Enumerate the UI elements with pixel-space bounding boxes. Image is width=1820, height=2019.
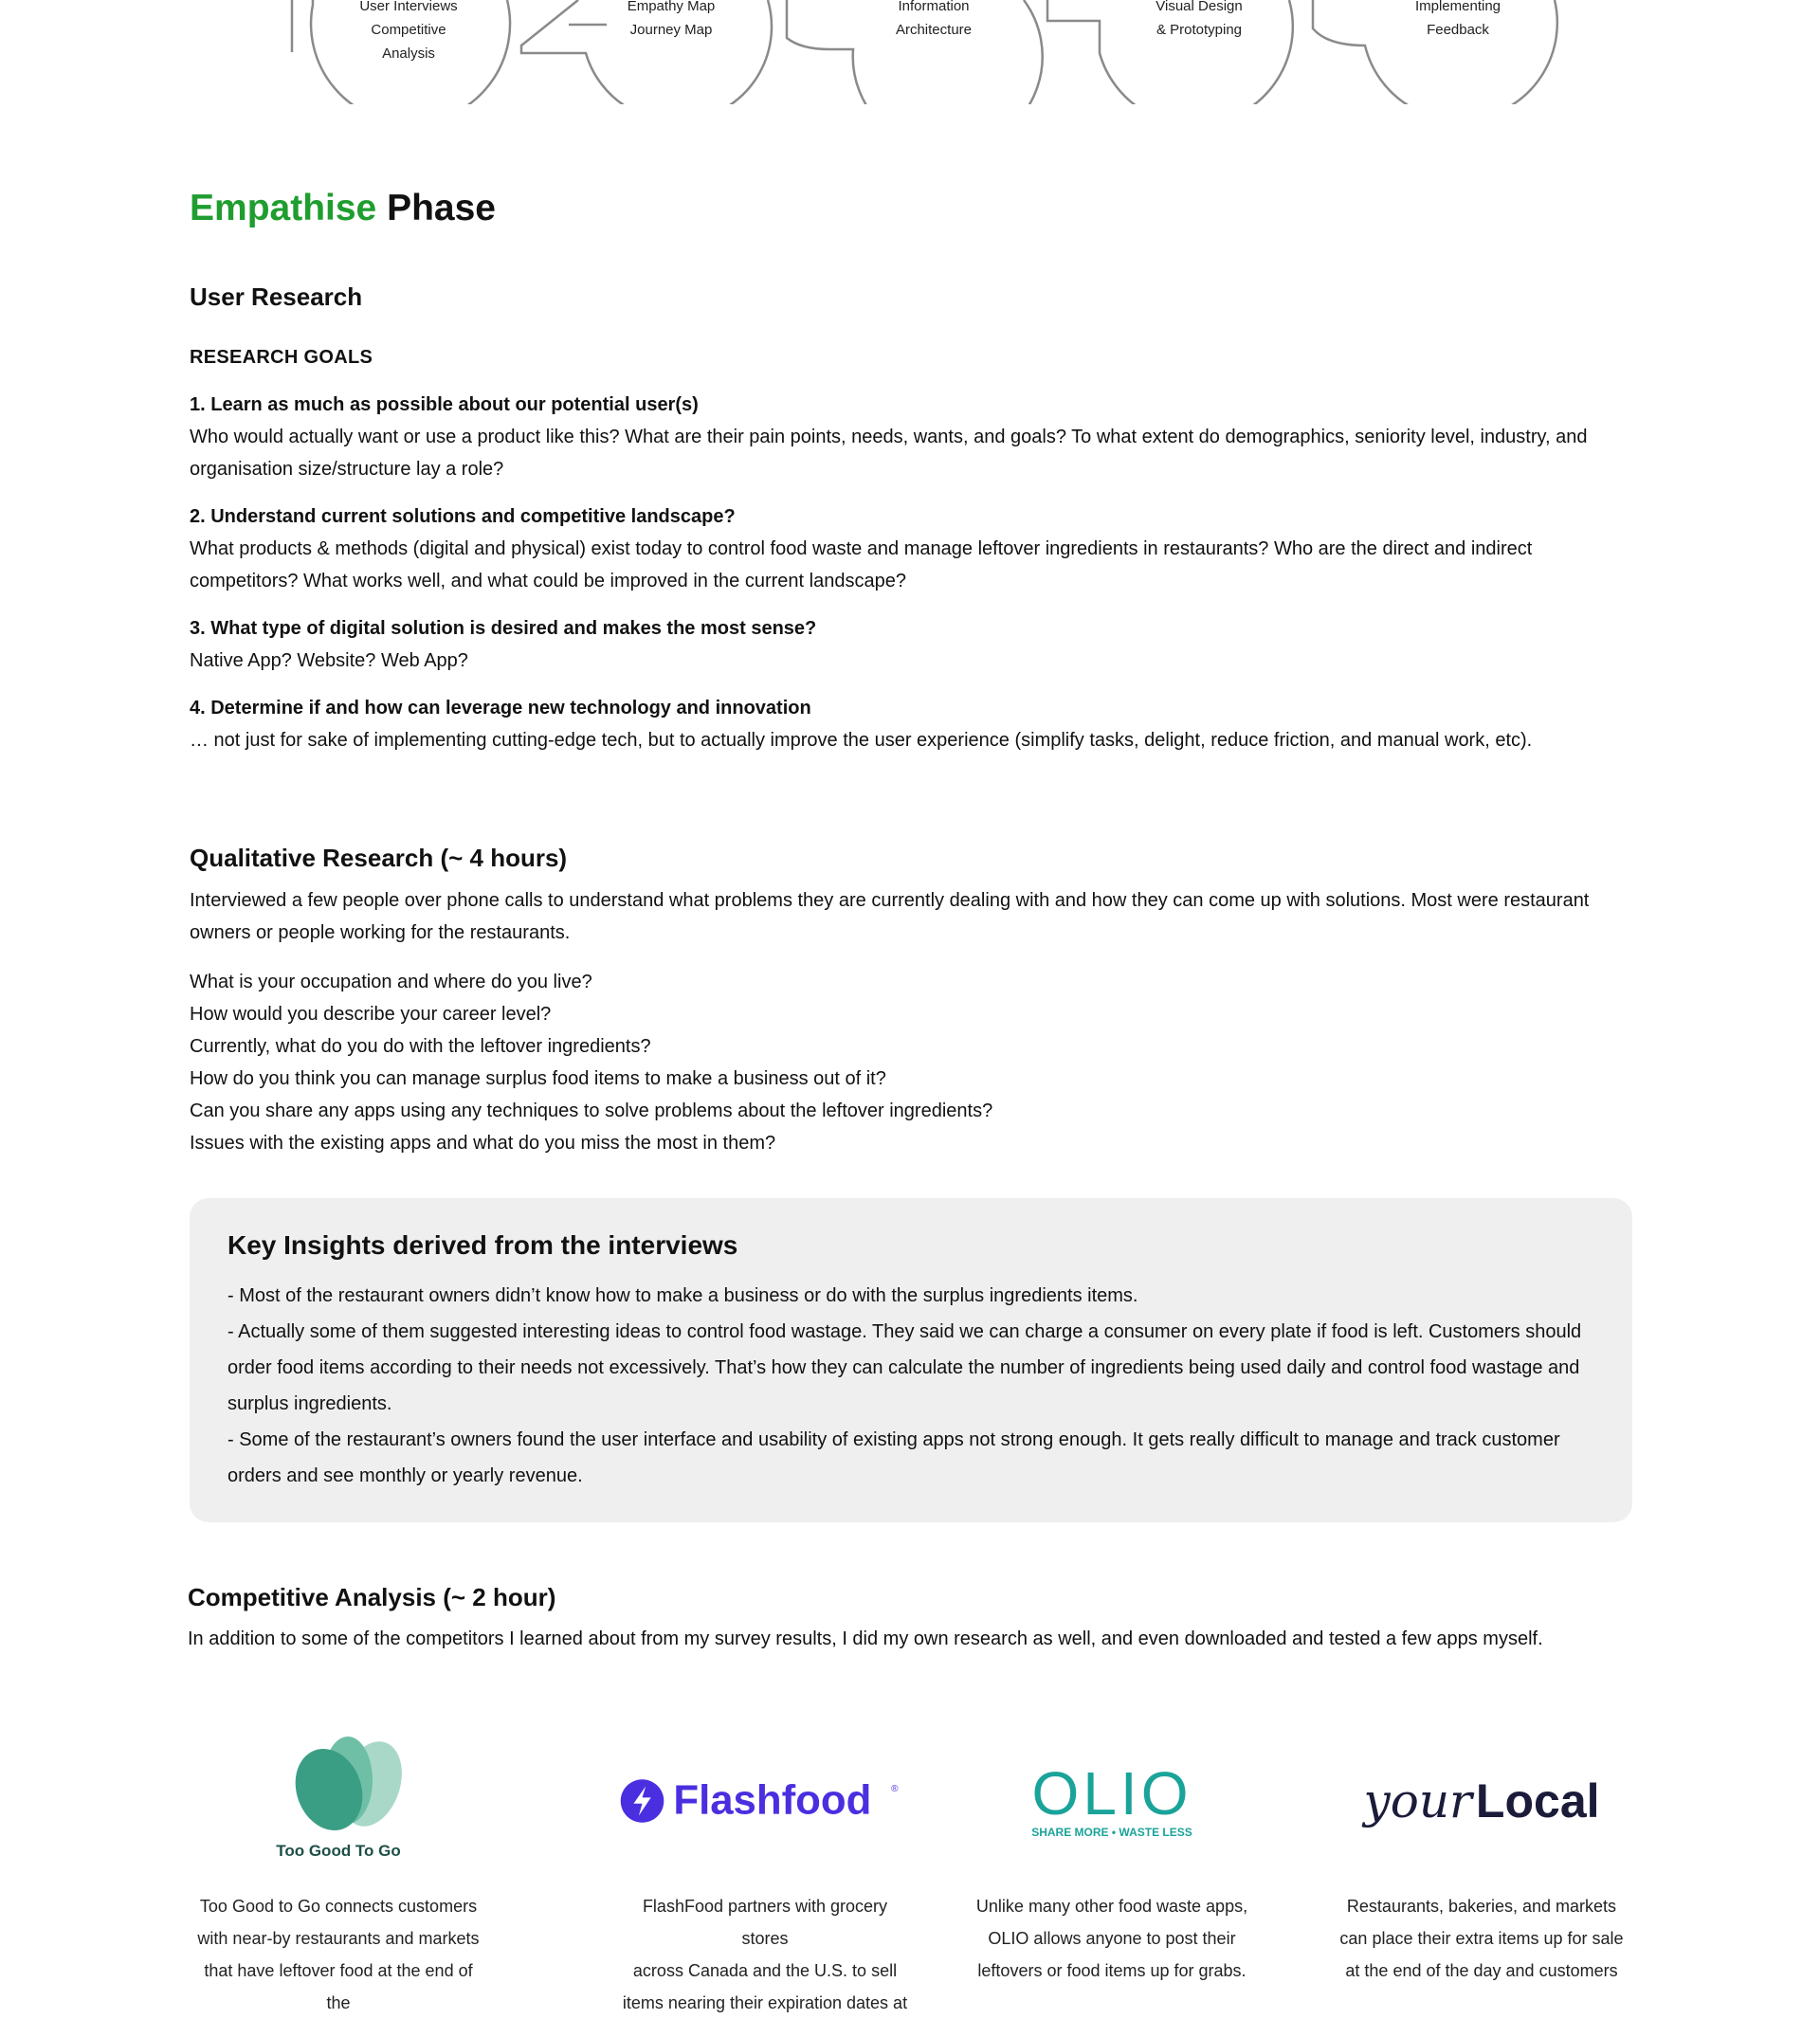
step-4-label: Visual Design & Prototyping — [1156, 0, 1243, 38]
list-item: How would you describe your career level? — [190, 1004, 552, 1025]
goal-3 — [190, 612, 1611, 677]
insight-item: - Actually some of them suggested interesting ideas to control food wastage. They said we can charge a consumer on every plate if food is left. Customers should order food items according to their needs not excessively. That’s how they can calculate the number of ingredients being used daily and control food wastage and surplus ingredients. — [228, 1321, 1582, 1414]
olio-wordmark: OLIO — [1031, 1759, 1192, 1828]
competitor-description: FlashFood partners with grocery stores across Canada and the U.S. to sell items nearing their expiration dates at — [622, 1897, 908, 2012]
list-item: How do you think you can manage surplus food items to make a business out of it? — [190, 1068, 886, 1089]
tgtg-wordmark: Too Good To Go — [276, 1842, 401, 1860]
yourlocal-bold: Local — [1475, 1774, 1600, 1828]
insights-heading: Key Insights derived from the interviews — [228, 1230, 738, 1260]
goal-1 — [190, 389, 1611, 485]
goal-text: Who would actually want or use a product like this? What are their pain points, needs, wants, and goals? To what extent do demographics, seniority level, industry, and organisation size/structure lay a role? — [190, 427, 1588, 480]
competitor-description: Restaurants, bakeries, and markets can place their extra items up for sale at the end of the day and customers — [1339, 1897, 1624, 1980]
competitor-tgtg — [191, 1735, 485, 2019]
svg-text:®: ® — [891, 1783, 899, 1794]
goal-title: 2. Understand current solutions and competitive landscape? — [190, 506, 736, 527]
olio-logo — [965, 1735, 1259, 1867]
goal-2 — [190, 500, 1611, 597]
yourlocal-script: your — [1363, 1773, 1472, 1828]
flashfood-logo — [618, 1735, 912, 1867]
list-item: What is your occupation and where do you live? — [190, 972, 592, 992]
title-accent: Empathise — [190, 188, 377, 228]
yourlocal-logo — [1335, 1735, 1629, 1867]
flashfood-wordmark: Flashfood — [673, 1776, 872, 1824]
goal-4 — [190, 692, 1611, 756]
competitor-description: Too Good to Go connects customers with near-by restaurants and markets that have leftover food at the end of the — [197, 1897, 480, 2012]
olio-tagline: SHARE MORE • WASTE LESS — [1031, 1826, 1192, 1839]
qualitative-intro: Interviewed a few people over phone calls to understand what problems they are currently dealing with and how they can come up with solutions. Most were restaurant owners or people working for the restaurants. — [190, 890, 1590, 943]
interview-questions — [190, 966, 992, 1159]
flashfood-bolt-icon — [618, 1768, 912, 1834]
tgtg-leaf-icon — [234, 1735, 443, 1867]
page-title — [190, 188, 496, 229]
competitive-intro: In addition to some of the competitors I learned about from my survey results, I did my own research as well, and even downloaded and tested a few apps myself. — [188, 1628, 1543, 1649]
competitive-heading: Competitive Analysis (~ 2 hour) — [188, 1583, 556, 1611]
goal-text: Native App? Website? Web App? — [190, 650, 468, 671]
step-1-label: User Interviews Competitive Analysis — [359, 0, 458, 62]
goal-text: … not just for sake of implementing cutting-edge tech, but to actually improve the user experience (simplify tasks, delight, reduce friction, and manual work, etc). — [190, 730, 1533, 751]
tgtg-logo — [191, 1735, 485, 1867]
step-5-label: Implementing Feedback — [1414, 0, 1502, 38]
insight-item: - Most of the restaurant owners didn’t know how to make a business or do with the surplus ingredients items. — [228, 1285, 1138, 1306]
list-item: Issues with the existing apps and what do you miss the most in them? — [190, 1133, 776, 1154]
step-3-label: Information Architecture — [895, 0, 973, 38]
competitor-flashfood — [618, 1735, 912, 2019]
title-rest: Phase — [387, 188, 496, 228]
insight-item: - Some of the restaurant’s owners found the user interface and usability of existing apps not strong enough. It gets really difficult to manage and track customer orders and see monthly or yearly revenue. — [228, 1429, 1560, 1486]
goal-text: What products & methods (digital and physical) exist today to control food waste and manage leftover ingredients in restaurants? Who are the direct and indirect competitors? What works well, and what could be improved in the current landscape? — [190, 538, 1533, 591]
list-item: Currently, what do you do with the leftover ingredients? — [190, 1036, 651, 1057]
qualitative-heading: Qualitative Research (~ 4 hours) — [190, 844, 568, 872]
goal-title: 1. Learn as much as possible about our potential user(s) — [190, 394, 699, 415]
list-item: Can you share any apps using any techniques to solve problems about the leftover ingredients? — [190, 1100, 993, 1121]
research-goals-label: RESEARCH GOALS — [190, 347, 373, 368]
competitor-yourlocal — [1335, 1735, 1629, 1987]
step-2-label: Empathy Map Journey Map — [627, 0, 716, 38]
competitor-olio — [965, 1735, 1259, 1987]
goal-title: 4. Determine if and how can leverage new technology and innovation — [190, 698, 811, 718]
user-research-heading: User Research — [190, 282, 363, 311]
competitor-description: Unlike many other food waste apps, OLIO allows anyone to post their leftovers or food items up for grabs. — [975, 1897, 1248, 1980]
key-insights-card — [190, 1198, 1632, 1522]
goal-title: 3. What type of digital solution is desired and makes the most sense? — [190, 618, 817, 639]
